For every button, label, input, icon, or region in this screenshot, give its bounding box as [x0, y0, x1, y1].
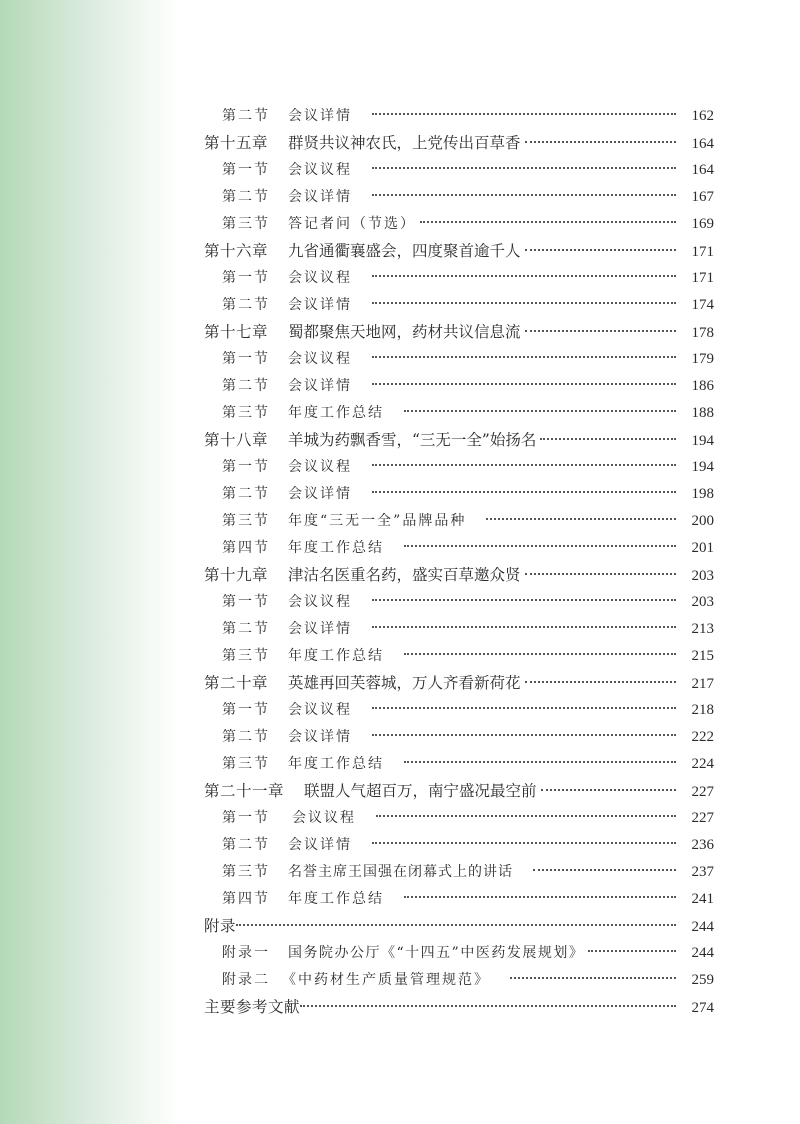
toc-entry-page: 237 — [691, 864, 714, 880]
toc-entry-page: 236 — [691, 837, 714, 853]
dot-leader — [372, 383, 676, 385]
toc-entry-label: 第三节 — [222, 756, 270, 772]
dot-leader — [236, 924, 676, 926]
toc-entry-page: 164 — [691, 162, 714, 178]
table-of-contents — [204, 103, 714, 1021]
toc-entry-title: 《中药材生产质量管理规范》 — [282, 972, 490, 988]
toc-entry-page: 179 — [691, 351, 714, 367]
dot-leader — [541, 789, 676, 791]
toc-entry-label: 第二节 — [222, 486, 270, 502]
toc-entry-label: 第三节 — [222, 648, 270, 664]
toc-entry[interactable] — [204, 346, 714, 373]
toc-entry-title: 会议议程 — [288, 351, 352, 367]
toc-entry-page: 194 — [691, 433, 714, 449]
toc-entry[interactable] — [204, 886, 714, 913]
toc-entry-label: 主要参考文献 — [204, 998, 301, 1016]
toc-chapter[interactable] — [204, 130, 714, 157]
dot-leader — [372, 275, 676, 277]
toc-entry-page: 241 — [691, 891, 714, 907]
toc-entry-page: 244 — [691, 919, 714, 935]
toc-entry-label: 第四节 — [222, 891, 270, 907]
toc-entry-page: 167 — [691, 189, 714, 205]
toc-entry-label: 第二节 — [222, 189, 270, 205]
toc-entry-page: 178 — [691, 325, 714, 341]
toc-entry-title: 羊城为药飘香雪，“三无一全”始扬名 — [288, 431, 537, 449]
toc-entry-label: 第一节 — [222, 810, 270, 826]
toc-entry-label: 第十七章 — [204, 323, 269, 341]
toc-entry-title: 会议详情 — [288, 837, 352, 853]
toc-entry-label: 第一节 — [222, 594, 270, 610]
toc-entry-title: 答记者问（节选） — [288, 216, 416, 232]
dot-leader — [525, 681, 676, 683]
toc-entry-label: 第三节 — [222, 864, 270, 880]
toc-chapter[interactable] — [204, 670, 714, 697]
toc-entry-title: 会议议程 — [288, 594, 352, 610]
toc-entry-title: 会议议程 — [292, 810, 356, 826]
toc-entry-title: 蜀都聚焦天地网，药材共议信息流 — [288, 323, 521, 341]
toc-entry-title: 国务院办公厅《“十四五”中医药发展规划》 — [288, 945, 585, 961]
toc-entry-label: 第十九章 — [204, 566, 269, 584]
toc-entry[interactable] — [204, 157, 714, 184]
toc-entry-page: 164 — [691, 136, 714, 152]
toc-entry-page: 259 — [691, 972, 714, 988]
toc-entry-page: 274 — [691, 1000, 714, 1016]
toc-entry-title: 名誉主席王国强在闭幕式上的讲话 — [288, 864, 513, 880]
toc-entry-page: 186 — [691, 378, 714, 394]
toc-entry-label: 第二节 — [222, 108, 270, 124]
toc-entry-label: 第二节 — [222, 729, 270, 745]
toc-entry-label: 第三节 — [222, 513, 270, 529]
dot-leader — [372, 356, 676, 358]
toc-entry[interactable] — [204, 265, 714, 292]
toc-entry-title: 年度“三无一全”品牌品种 — [288, 513, 467, 529]
toc-entry[interactable] — [204, 751, 714, 778]
toc-entry-page: 213 — [691, 621, 714, 637]
dot-leader — [372, 842, 676, 844]
toc-entry[interactable] — [204, 103, 714, 130]
toc-chapter[interactable] — [204, 319, 714, 346]
toc-entry[interactable] — [204, 400, 714, 427]
dot-leader — [372, 491, 676, 493]
toc-entry-title: 会议议程 — [288, 162, 352, 178]
toc-entry-label: 附录二 — [222, 972, 270, 988]
toc-entry[interactable] — [204, 832, 714, 859]
toc-entry[interactable] — [204, 697, 714, 724]
toc-entry-title: 会议详情 — [288, 621, 352, 637]
dot-leader — [372, 113, 676, 115]
toc-entry-title: 会议详情 — [288, 189, 352, 205]
toc-entry[interactable] — [204, 373, 714, 400]
toc-entry-title: 英雄再回芙蓉城，万人齐看新荷花 — [288, 674, 521, 692]
dot-leader — [525, 330, 676, 332]
toc-entry-label: 第十五章 — [204, 134, 269, 152]
toc-entry-label: 第一节 — [222, 270, 270, 286]
dot-leader — [372, 302, 676, 304]
toc-entry-page: 227 — [691, 784, 714, 800]
toc-entry[interactable] — [204, 643, 714, 670]
toc-entry-title: 会议议程 — [288, 459, 352, 475]
toc-entry[interactable] — [204, 724, 714, 751]
toc-entry[interactable] — [204, 508, 714, 535]
toc-entry-page: 227 — [691, 810, 714, 826]
toc-entry-page: 198 — [691, 486, 714, 502]
toc-entry[interactable] — [204, 805, 714, 832]
dot-leader — [510, 977, 676, 979]
toc-entry[interactable] — [204, 454, 714, 481]
dot-leader — [372, 599, 676, 601]
toc-entry-page: 188 — [691, 405, 714, 421]
toc-entry-title: 群贤共议神农氏，上党传出百草香 — [288, 134, 521, 152]
toc-entry-label: 第十六章 — [204, 242, 269, 260]
toc-entry[interactable] — [204, 211, 714, 238]
toc-entry-title: 年度工作总结 — [288, 648, 384, 664]
toc-entry-title: 会议详情 — [288, 297, 352, 313]
dot-leader — [525, 249, 676, 251]
toc-entry-title: 年度工作总结 — [288, 756, 384, 772]
toc-entry-label: 第二十章 — [204, 674, 269, 692]
dot-leader — [404, 761, 676, 763]
dot-leader — [372, 626, 676, 628]
toc-entry-label: 附录 — [204, 917, 237, 935]
toc-entry-page: 162 — [691, 108, 714, 124]
toc-entry-page: 200 — [691, 513, 714, 529]
toc-entry-label: 第二十一章 — [204, 782, 285, 800]
toc-entry-label: 第十八章 — [204, 431, 269, 449]
toc-entry-label: 第一节 — [222, 459, 270, 475]
dot-leader — [376, 815, 676, 817]
toc-entry[interactable] — [204, 940, 714, 967]
toc-chapter[interactable] — [204, 562, 714, 589]
toc-entry-page: 203 — [691, 568, 714, 584]
toc-entry-title: 会议详情 — [288, 378, 352, 394]
toc-appendix[interactable] — [204, 913, 714, 940]
toc-entry-label: 第二节 — [222, 621, 270, 637]
toc-entry-title: 年度工作总结 — [288, 540, 384, 556]
toc-entry-page: 201 — [691, 540, 714, 556]
dot-leader — [372, 464, 676, 466]
toc-entry-page: 174 — [691, 297, 714, 313]
toc-entry[interactable] — [204, 481, 714, 508]
toc-entry[interactable] — [204, 292, 714, 319]
toc-entry-page: 222 — [691, 729, 714, 745]
toc-entry-title: 会议议程 — [288, 702, 352, 718]
dot-leader — [404, 545, 676, 547]
toc-entry-label: 第三节 — [222, 216, 270, 232]
dot-leader — [372, 167, 676, 169]
toc-chapter[interactable] — [204, 238, 714, 265]
toc-entry-page: 215 — [691, 648, 714, 664]
dot-leader — [372, 734, 676, 736]
dot-leader — [404, 896, 676, 898]
toc-chapter[interactable] — [204, 778, 714, 805]
toc-entry-title: 会议议程 — [288, 270, 352, 286]
dot-leader — [525, 141, 676, 143]
toc-entry-title: 九省通衢襄盛会，四度聚首逾千人 — [288, 242, 521, 260]
toc-entry-label: 第二节 — [222, 297, 270, 313]
dot-leader — [300, 1005, 676, 1007]
dot-leader — [533, 869, 676, 871]
toc-entry-label: 第一节 — [222, 702, 270, 718]
dot-leader — [588, 950, 676, 952]
toc-entry-label: 第四节 — [222, 540, 270, 556]
dot-leader — [525, 573, 676, 575]
dot-leader — [372, 194, 676, 196]
toc-entry-page: 217 — [691, 676, 714, 692]
toc-entry-title: 会议详情 — [288, 108, 352, 124]
toc-entry-title: 会议详情 — [288, 729, 352, 745]
toc-entry-title: 联盟人气超百万，南宁盛况最空前 — [304, 782, 537, 800]
toc-entry-title: 津沽名医重名药，盛实百草邀众贤 — [288, 566, 521, 584]
dot-leader — [486, 518, 676, 520]
toc-entry-page: 171 — [691, 244, 714, 260]
toc-entry-title: 年度工作总结 — [288, 891, 384, 907]
toc-entry-page: 194 — [691, 459, 714, 475]
toc-entry-label: 第二节 — [222, 837, 270, 853]
dot-leader — [404, 653, 676, 655]
dot-leader — [372, 707, 676, 709]
toc-entry-label: 附录一 — [222, 945, 270, 961]
dot-leader — [420, 221, 676, 223]
toc-entry-page: 218 — [691, 702, 714, 718]
toc-entry-page: 203 — [691, 594, 714, 610]
toc-entry[interactable] — [204, 859, 714, 886]
toc-entry-title: 会议详情 — [288, 486, 352, 502]
toc-entry-label: 第二节 — [222, 378, 270, 394]
toc-entry[interactable] — [204, 184, 714, 211]
toc-entry-page: 244 — [691, 945, 714, 961]
toc-entry-page: 171 — [691, 270, 714, 286]
toc-entry[interactable] — [204, 616, 714, 643]
dot-leader — [404, 410, 676, 412]
toc-entry-title: 年度工作总结 — [288, 405, 384, 421]
toc-entry-page: 169 — [691, 216, 714, 232]
toc-entry[interactable] — [204, 535, 714, 562]
toc-entry-page: 224 — [691, 756, 714, 772]
toc-chapter[interactable] — [204, 427, 714, 454]
decorative-side-band — [0, 0, 180, 1124]
toc-references[interactable] — [204, 994, 714, 1021]
toc-entry[interactable] — [204, 589, 714, 616]
toc-entry-label: 第三节 — [222, 405, 270, 421]
toc-entry[interactable] — [204, 967, 714, 994]
toc-entry-label: 第一节 — [222, 162, 270, 178]
dot-leader — [540, 438, 676, 440]
toc-entry-label: 第一节 — [222, 351, 270, 367]
